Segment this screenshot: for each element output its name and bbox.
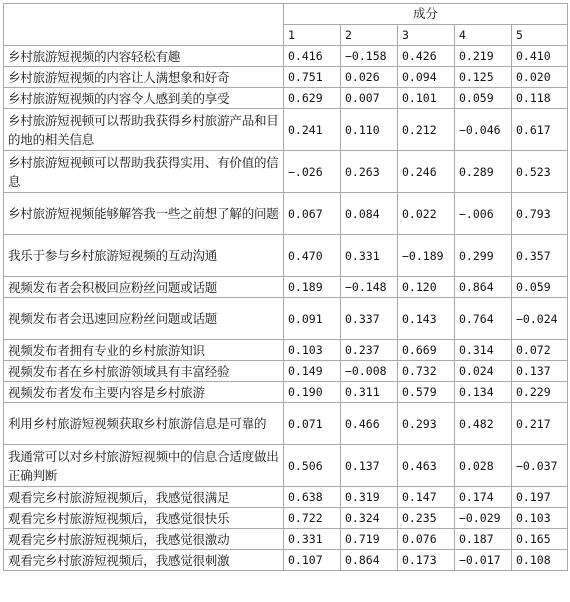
loading-cell: 0.722	[284, 508, 341, 529]
loading-cell: 0.617	[512, 109, 568, 151]
loading-cell: 0.189	[284, 277, 341, 298]
loading-cell: 0.094	[398, 67, 455, 88]
loading-cell: 0.331	[284, 529, 341, 550]
loading-cell: 0.482	[455, 403, 512, 445]
table-row	[4, 193, 568, 235]
loading-cell: 0.506	[284, 445, 341, 487]
loading-cell: 0.101	[398, 88, 455, 109]
loading-cell: 0.289	[455, 151, 512, 193]
loading-cell: 0.134	[455, 382, 512, 403]
row-label: 视频发布者在乡村旅游领域具有丰富经验	[4, 361, 284, 382]
loading-cell: 0.125	[455, 67, 512, 88]
row-label: 观看完乡村旅游短视频后，我感觉很快乐	[4, 508, 284, 529]
loading-cell: 0.173	[398, 550, 455, 571]
loading-cell: 0.071	[284, 403, 341, 445]
loading-cell: 0.523	[512, 151, 568, 193]
row-label: 利用乡村旅游短视频获取乡村旅游信息是可靠的	[4, 403, 284, 445]
loading-cell: 0.629	[284, 88, 341, 109]
row-label: 乡村旅游短视频的内容轻松有趣	[4, 46, 284, 67]
loading-cell: 0.028	[455, 445, 512, 487]
row-label: 视频发布者会积极回应粉丝问题或话题	[4, 277, 284, 298]
loading-cell: 0.026	[341, 67, 398, 88]
loading-cell: 0.864	[455, 277, 512, 298]
loading-cell: 0.103	[284, 340, 341, 361]
loading-cell: 0.072	[512, 340, 568, 361]
loading-cell: −.026	[284, 151, 341, 193]
loading-cell: 0.751	[284, 67, 341, 88]
row-label: 乡村旅游短视顿可以帮助我获得乡村旅游产品和目的地的相关信息	[4, 109, 284, 151]
loading-cell: 0.120	[398, 277, 455, 298]
loading-cell: 0.241	[284, 109, 341, 151]
loading-cell: −.006	[455, 193, 512, 235]
loading-cell: −0.017	[455, 550, 512, 571]
loading-cell: 0.022	[398, 193, 455, 235]
loading-cell: 0.107	[284, 550, 341, 571]
loading-cell: 0.793	[512, 193, 568, 235]
row-label: 乡村旅游短视顿可以帮助我获得实用、有价值的信息	[4, 151, 284, 193]
loading-cell: 0.416	[284, 46, 341, 67]
loading-cell: 0.143	[398, 298, 455, 340]
row-label: 视频发布者会迅速回应粉丝问题或话题	[4, 298, 284, 340]
loading-cell: 0.311	[341, 382, 398, 403]
loading-cell: 0.237	[341, 340, 398, 361]
loading-cell: 0.235	[398, 508, 455, 529]
loading-cell: 0.719	[341, 529, 398, 550]
loading-cell: 0.732	[398, 361, 455, 382]
group-header-row	[4, 4, 568, 25]
loading-cell: 0.007	[341, 88, 398, 109]
table-row	[4, 46, 568, 67]
table-row	[4, 508, 568, 529]
loading-cell: 0.137	[341, 445, 398, 487]
row-label: 视频发布者拥有专业的乡村旅游知识	[4, 340, 284, 361]
table-row	[4, 151, 568, 193]
loading-cell: 0.118	[512, 88, 568, 109]
loading-cell: 0.246	[398, 151, 455, 193]
loading-cell: 0.410	[512, 46, 568, 67]
loading-cell: 0.197	[512, 487, 568, 508]
loading-cell: 0.426	[398, 46, 455, 67]
loading-cell: 0.293	[398, 403, 455, 445]
row-label: 我乐于参与乡村旅游短视频的互动沟通	[4, 235, 284, 277]
row-label: 观看完乡村旅游短视频后，我感觉很满足	[4, 487, 284, 508]
column-header: 4	[455, 25, 512, 46]
loading-cell: 0.174	[455, 487, 512, 508]
corner-cell	[4, 4, 284, 46]
loading-cell: 0.024	[455, 361, 512, 382]
loading-cell: 0.638	[284, 487, 341, 508]
loading-cell: 0.091	[284, 298, 341, 340]
table-row	[4, 235, 568, 277]
row-label: 观看完乡村旅游短视频后，我感觉很激动	[4, 529, 284, 550]
loading-cell: −0.024	[512, 298, 568, 340]
loading-cell: 0.059	[512, 277, 568, 298]
table-row	[4, 361, 568, 382]
loading-cell: 0.137	[512, 361, 568, 382]
loading-cell: 0.764	[455, 298, 512, 340]
row-label: 乡村旅游短视频能够解答我一些之前想了解的问题	[4, 193, 284, 235]
loading-cell: 0.463	[398, 445, 455, 487]
loading-cell: −0.008	[341, 361, 398, 382]
column-header: 1	[284, 25, 341, 46]
loading-cell: 0.103	[512, 508, 568, 529]
table-row	[4, 88, 568, 109]
table-row	[4, 382, 568, 403]
loading-cell: 0.263	[341, 151, 398, 193]
loading-cell: 0.219	[455, 46, 512, 67]
loading-cell: −0.037	[512, 445, 568, 487]
loading-cell: 0.187	[455, 529, 512, 550]
table-row	[4, 340, 568, 361]
loading-cell: 0.084	[341, 193, 398, 235]
group-header: 成分	[284, 4, 568, 25]
row-label: 我通常可以对乡村旅游短视频中的信息合适度做出正确判断	[4, 445, 284, 487]
row-label: 观看完乡村旅游短视频后，我感觉很刺激	[4, 550, 284, 571]
column-header: 2	[341, 25, 398, 46]
loading-cell: 0.319	[341, 487, 398, 508]
loading-cell: 0.314	[455, 340, 512, 361]
loading-cell: 0.110	[341, 109, 398, 151]
row-label: 视频发布者发布主要内容是乡村旅游	[4, 382, 284, 403]
table-row	[4, 277, 568, 298]
loading-cell: 0.108	[512, 550, 568, 571]
loading-cell: 0.331	[341, 235, 398, 277]
loading-cell: −0.158	[341, 46, 398, 67]
loading-cell: 0.299	[455, 235, 512, 277]
loading-cell: 0.229	[512, 382, 568, 403]
loading-cell: 0.669	[398, 340, 455, 361]
loading-cell: 0.076	[398, 529, 455, 550]
table-row	[4, 403, 568, 445]
loading-cell: 0.190	[284, 382, 341, 403]
loading-cell: 0.147	[398, 487, 455, 508]
row-label: 乡村旅游短视频的内容让人满想象和好奇	[4, 67, 284, 88]
loading-cell: −0.148	[341, 277, 398, 298]
factor-loading-table	[3, 3, 568, 571]
loading-cell: 0.165	[512, 529, 568, 550]
loading-cell: 0.470	[284, 235, 341, 277]
loading-cell: 0.067	[284, 193, 341, 235]
column-header: 5	[512, 25, 568, 46]
loading-cell: −0.029	[455, 508, 512, 529]
column-header: 3	[398, 25, 455, 46]
table-row	[4, 529, 568, 550]
loading-cell: 0.337	[341, 298, 398, 340]
loading-cell: 0.579	[398, 382, 455, 403]
table-row	[4, 445, 568, 487]
table-row	[4, 487, 568, 508]
loading-cell: 0.149	[284, 361, 341, 382]
loading-cell: −0.046	[455, 109, 512, 151]
loading-cell: 0.212	[398, 109, 455, 151]
loading-cell: 0.059	[455, 88, 512, 109]
row-label: 乡村旅游短视频的内容令人感到美的享受	[4, 88, 284, 109]
table-row	[4, 298, 568, 340]
table-row	[4, 550, 568, 571]
loading-cell: 0.466	[341, 403, 398, 445]
loading-cell: 0.217	[512, 403, 568, 445]
table-row	[4, 109, 568, 151]
table-row	[4, 67, 568, 88]
loading-cell: 0.324	[341, 508, 398, 529]
loading-cell: 0.357	[512, 235, 568, 277]
loading-cell: 0.864	[341, 550, 398, 571]
loading-cell: −0.189	[398, 235, 455, 277]
loading-cell: 0.020	[512, 67, 568, 88]
